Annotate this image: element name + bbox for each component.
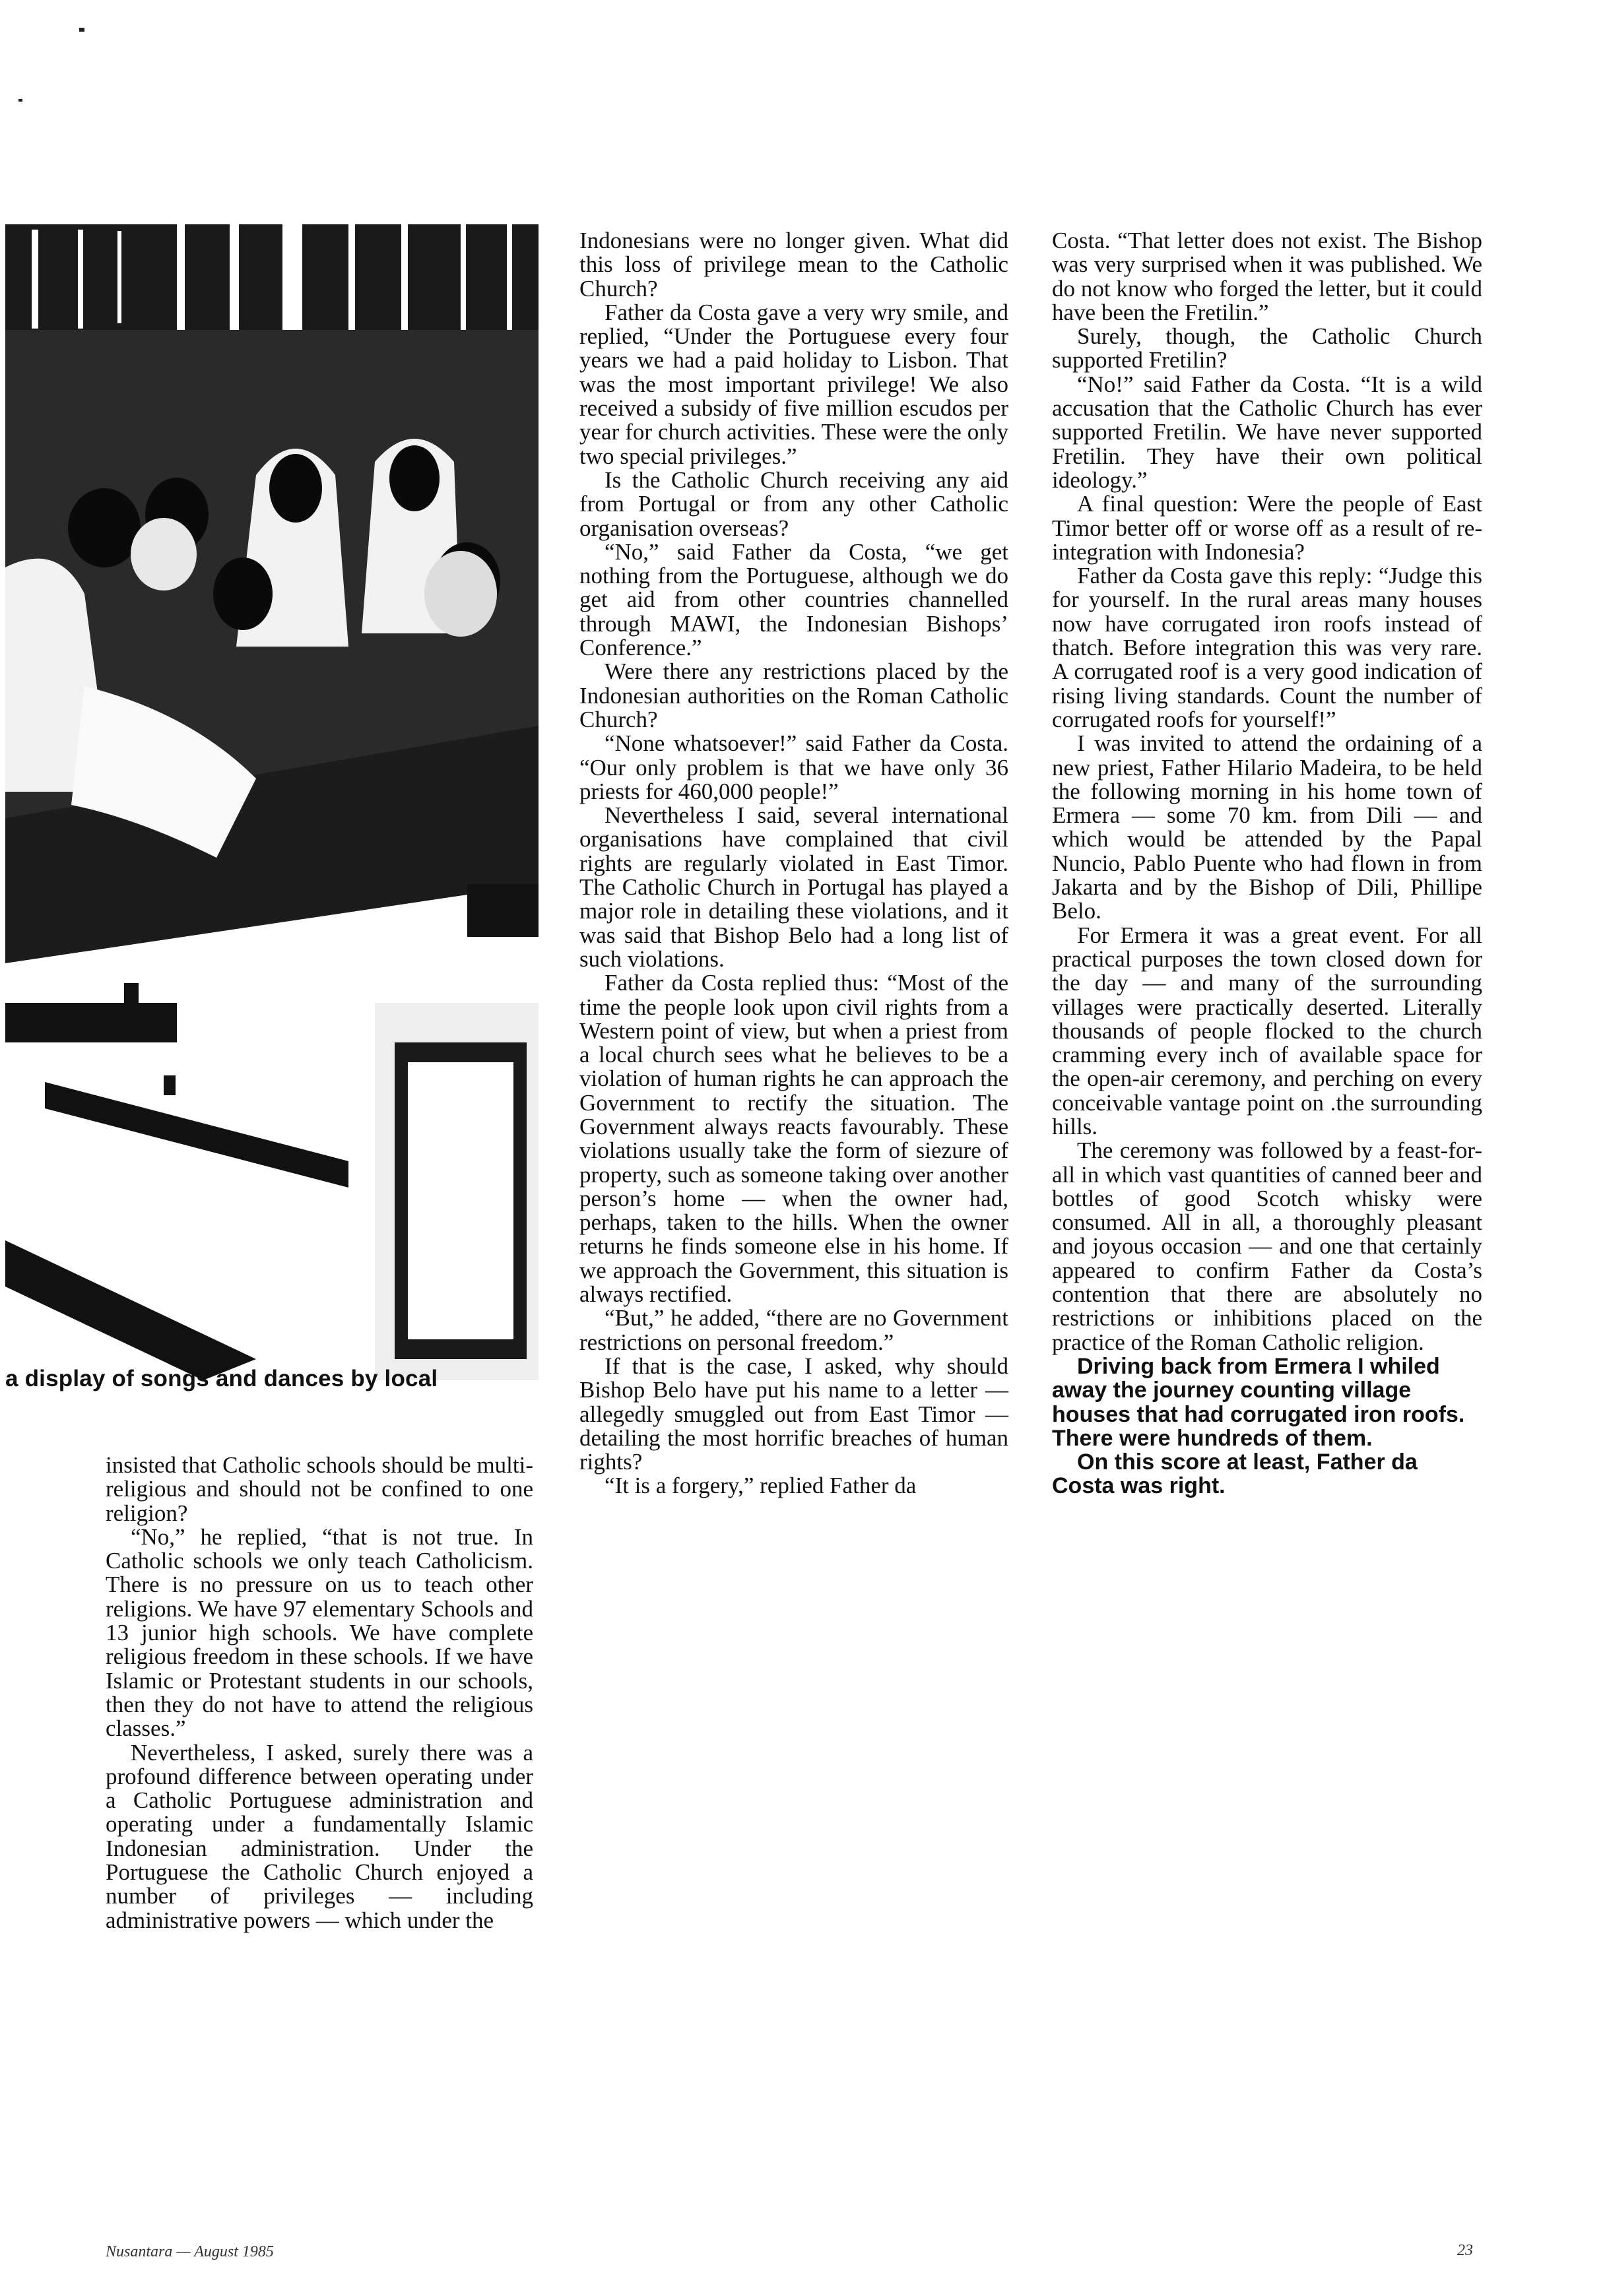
- paragraph: Nevertheless, I asked, surely there was a profound difference between operating under a Catholic Portuguese administration and operating under a fundamentally Islamic Indonesian administration. Under the Portuguese the Catholic Church enjoyed a number of privileges — including administrative powers — which under the: [106, 1739, 533, 1933]
- paragraph: Father da Costa gave this reply: “Judge this for yourself. In the rural areas many houses now have corrugated iron roofs instead of thatch. Before integration this was very rare. A corrugated roof is a very good indication of rising living standards. Count the number of corrugated roofs for yourself!”: [1052, 563, 1482, 732]
- article-column-3: [1052, 229, 1482, 1498]
- paragraph: A final question: Were the people of East Timor better off or worse off as a result of re-integration with Indonesia?: [1052, 491, 1482, 565]
- paragraph: Were there any restrictions placed by the Indonesian authorities on the Roman Catholic Church?: [579, 658, 1008, 732]
- paragraph: “No!” said Father da Costa. “It is a wild accusation that the Catholic Church has ever supported Fretilin. We have never supported Fretilin. They have their own political ideology.”: [1052, 371, 1482, 493]
- page-number: 23: [1457, 2242, 1473, 2259]
- paragraph: If that is the case, I asked, why should Bishop Belo have put his name to a letter — allegedly smuggled out from East Timor — detailing the most horrific breaches of human rights?: [579, 1353, 1008, 1475]
- paragraph: insisted that Catholic schools should be multi-religious and should not be confined to one religion?: [106, 1452, 533, 1526]
- paragraph: Father da Costa replied thus: “Most of the time the people look upon civil rights from a Western point of view, but when a priest from a local church sees what he believes to be a violation of human rights he can approach the Government to rectify the situation. The Government always reacts favourably. These violations usually take the form of siezure of property, such as someone taking over another person’s home — when the owner had, perhaps, taken to the hills. When the owner returns he finds someone else in his home. If we approach the Government, this situation is always rectified.: [579, 970, 1008, 1308]
- paragraph: “But,” he added, “there are no Government restrictions on personal freedom.”: [579, 1305, 1008, 1355]
- paragraph: For Ermera it was a great event. For all practical purposes the town closed down for the day — and many of the surrounding villages were practically deserted. Literally thousands of people flocked to the church cramming every inch of available space for the open-air ceremony, and perching on every conceivable vantage point on .the surrounding hills.: [1052, 922, 1482, 1139]
- paragraph: “None whatsoever!” said Father da Costa. “Our only problem is that we have only 36 priests for 460,000 people!”: [579, 730, 1008, 804]
- paragraph: “No,” he replied, “that is not true. In Catholic schools we only teach Catholicism. There is no pressure on us to teach other religions. We have 97 elementary Schools and 13 junior high schools. We have complete religious freedom in these schools. If we have Islamic or Protestant students in our schools, then they do not have to attend the religious classes.”: [106, 1523, 533, 1742]
- paragraph: Surely, though, the Catholic Church supported Fretilin?: [1052, 323, 1482, 373]
- paragraph: Is the Catholic Church receiving any aid from Portugal or from any other Catholic organisation overseas?: [579, 466, 1008, 541]
- article-column-2: [579, 229, 1008, 1498]
- article-column-1: [106, 1453, 533, 1932]
- paragraph: Father da Costa gave a very wry smile, and replied, “Under the Portuguese every four years we had a paid holiday to Lisbon. That was the most important privilege! We also received a subsidy of five million escudos per year for church activities. These were the only two special privileges.”: [579, 299, 1008, 469]
- closing-paragraph: Driving back from Ermera I whiled away the journey counting village houses that had corrugated iron roofs. There were hundreds of them.: [1052, 1353, 1465, 1451]
- paragraph: Costa. “That letter does not exist. The Bishop was very surprised when it was published. We do not know who forged the letter, but it could have been the Fretilin.”: [1052, 228, 1482, 325]
- paragraph: The ceremony was followed by a feast-for-all in which vast quantities of canned beer and bottles of good Scotch whisky were consumed. All in all, a thoroughly pleasant and joyous occasion — and one that certainly appeared to confirm Father da Costa’s contention that there are absolutely no restrictions or inhibitions placed on the practice of the Roman Catholic religion.: [1052, 1137, 1482, 1355]
- publication-footer: Nusantara — August 1985: [106, 2243, 274, 2260]
- scan-mark: [18, 99, 22, 102]
- paragraph: “It is a forgery,” replied Father da: [605, 1473, 917, 1499]
- paragraph: Indonesians were no longer given. What did this loss of privilege mean to the Catholic Church?: [579, 228, 1008, 302]
- scan-mark: [79, 28, 84, 32]
- closing-paragraph: On this score at least, Father da Costa was right.: [1052, 1450, 1418, 1499]
- photo-image: [5, 224, 539, 1380]
- photo-caption: a display of songs and dances by local: [5, 1366, 438, 1391]
- paragraph: Nevertheless I said, several international organisations have complained that civil rights are regularly violated in East Timor. The Catholic Church in Portugal has played a major role in detailing these violations, and it was said that Bishop Belo had a long list of such violations.: [579, 802, 1008, 972]
- paragraph: I was invited to attend the ordaining of a new priest, Father Hilario Madeira, to be held the following morning in his home town of Ermera — some 70 km. from Dili — and which would be attended by the Papal Nuncio, Pablo Puente who had flown in from Jakarta and by the Bishop of Dili, Phillipe Belo.: [1052, 730, 1482, 924]
- event-photo: [5, 224, 539, 1380]
- paragraph: “No,” said Father da Costa, “we get nothing from the Portuguese, although we do get aid from other countries channelled through MAWI, the Indonesian Bishops’ Conference.”: [579, 538, 1008, 661]
